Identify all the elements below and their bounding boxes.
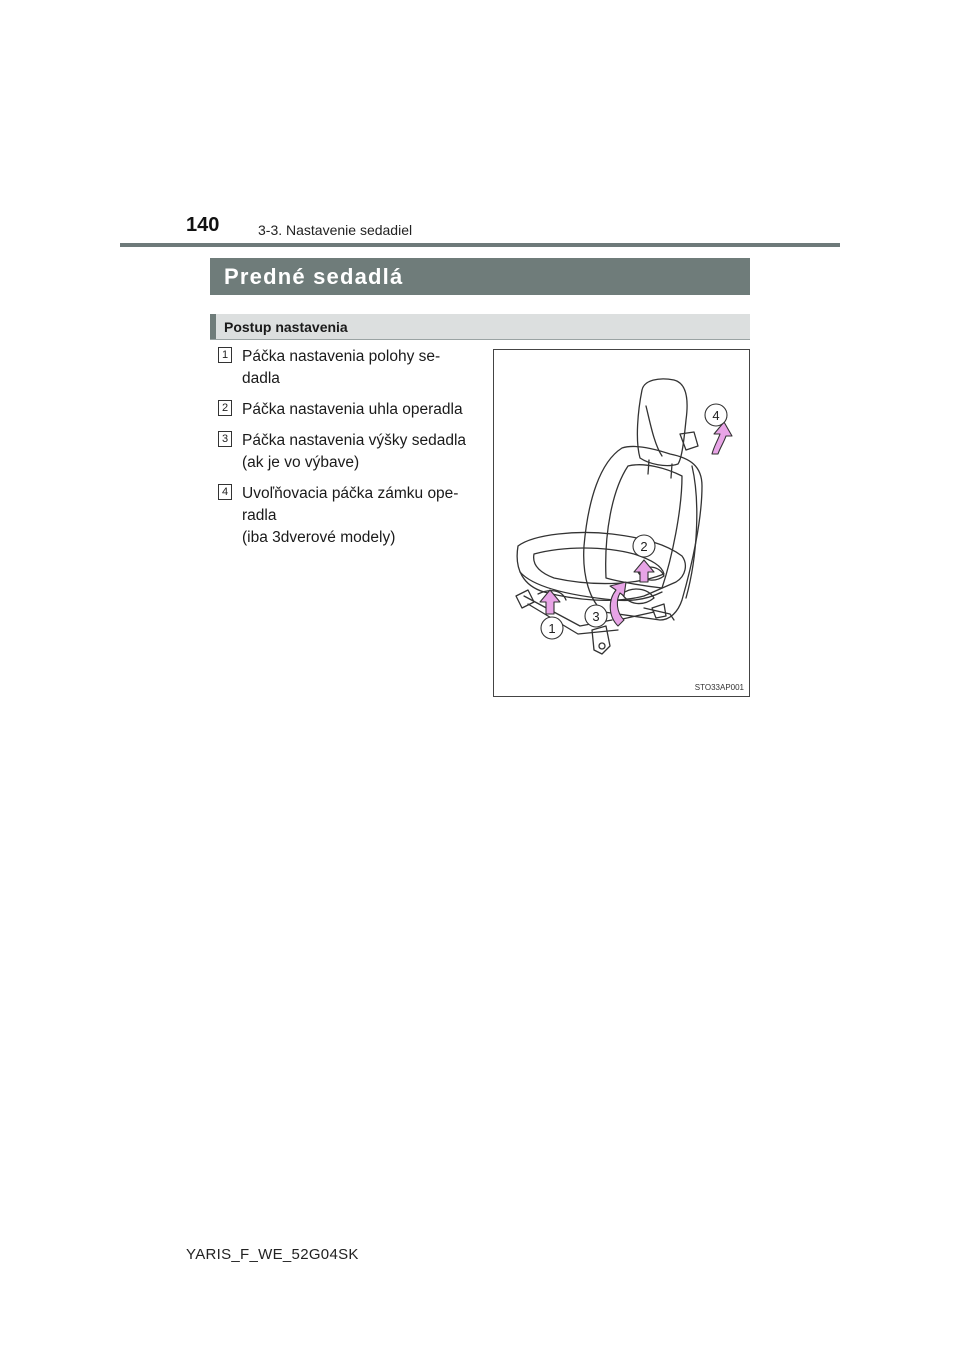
list-item — [218, 399, 488, 421]
seat-illustration — [494, 350, 751, 698]
figure-code: STO33AP001 — [694, 683, 744, 692]
item-text: Uvoľňovacia páčka zámku ope- radla (iba 3dverové modely) — [242, 485, 459, 546]
item-number-badge: 2 — [218, 400, 232, 416]
subsection-bar — [210, 314, 750, 339]
callout-label-1: 1 — [548, 621, 556, 636]
section-title: Predné sedadlá — [224, 263, 404, 289]
height-lever — [622, 589, 654, 604]
callout-label-4: 4 — [712, 408, 720, 423]
arrow-1 — [540, 590, 560, 614]
page-number: 140 — [186, 214, 220, 236]
footer-code: YARIS_F_WE_52G04SK — [186, 1246, 359, 1263]
item-text: Páčka nastavenia uhla operadla — [242, 401, 463, 418]
subsection-title: Postup nastavenia — [224, 318, 348, 335]
item-text: Páčka nastavenia polohy se- dadla — [242, 348, 441, 387]
item-number-badge: 3 — [218, 431, 232, 447]
item-list — [218, 346, 488, 558]
item-text: Páčka nastavenia výšky sedadla (ak je vo výbave) — [242, 432, 467, 471]
section-title-bar — [210, 258, 750, 295]
list-item — [218, 346, 488, 390]
arrow-3 — [610, 582, 626, 626]
section-reference: 3-3. Nastavenie sedadiel — [258, 222, 413, 238]
callout-label-2: 2 — [640, 539, 648, 554]
arrow-4 — [712, 422, 732, 454]
callout-label-3: 3 — [592, 609, 600, 624]
cushion-outline — [517, 533, 685, 601]
list-item — [218, 430, 488, 474]
subsection-rule — [210, 339, 750, 340]
rail-mount — [592, 626, 610, 654]
list-item — [218, 483, 488, 549]
item-number-badge: 4 — [218, 484, 232, 500]
header-rule — [120, 243, 840, 247]
headrest-outline — [637, 379, 687, 466]
seat-figure — [493, 349, 750, 697]
item-number-badge: 1 — [218, 347, 232, 363]
